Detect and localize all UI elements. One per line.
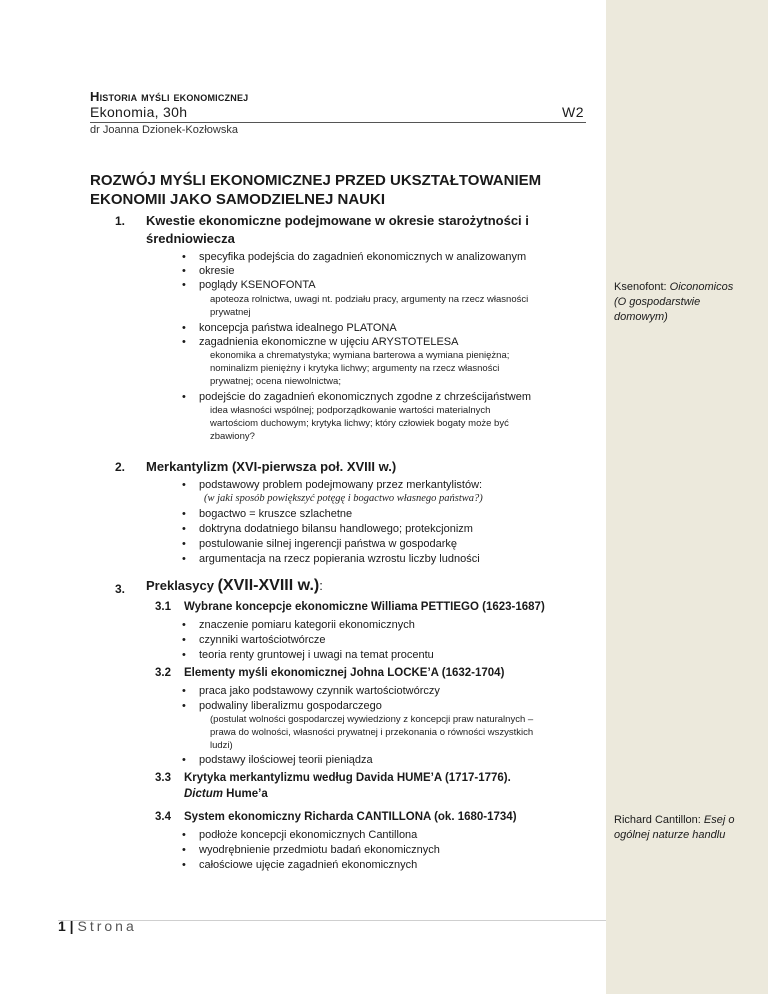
lecture-code: W2 xyxy=(562,104,584,120)
subsection-3-4-title xyxy=(155,810,517,825)
list-item: • podwaliny liberalizmu gospodarczego xyxy=(199,699,382,713)
section-3-title-period: (XVII-XVIII w.) xyxy=(217,577,320,594)
subsection-3-1-title xyxy=(155,600,545,615)
subsection-number: 3.4 xyxy=(155,811,171,823)
list-item-detail: zbawiony? xyxy=(210,431,255,442)
list-item: • koncepcja państwa idealnego PLATONA xyxy=(199,321,397,335)
list-item-detail: nominalizm pieniężny i krytyka lichwy; argumenty na rzecz własności xyxy=(210,363,500,374)
list-item: • teoria renty gruntowej i uwagi na temat procentu xyxy=(199,648,434,662)
list-item: • podejście do zagadnień ekonomicznych zgodne z chrześcijaństwem xyxy=(199,390,531,404)
list-item: • znaczenie pomiaru kategorii ekonomicznych xyxy=(199,618,415,632)
author-name: dr Joanna Dzionek-Kozłowska xyxy=(90,124,238,136)
list-item: • argumentacja na rzecz popierania wzrostu liczby ludności xyxy=(199,552,480,566)
list-item: • wyodrębnienie przedmiotu badań ekonomicznych xyxy=(199,843,440,857)
main-heading: ROZWÓJ MYŚLI EKONOMICZNEJ PRZED UKSZTAŁTOWANIEM EKONOMII JAKO SAMODZIELNEJ NAUKI xyxy=(90,172,542,208)
list-item-detail: (w jaki sposób powiększyć potęgę i bogactwo własnego państwa?) xyxy=(204,493,483,504)
side-note-work: (O gospodarstwie xyxy=(614,296,701,308)
section-2-title: Merkantylizm (XVI-pierwsza poł. XVIII w.) xyxy=(146,459,397,474)
subsection-label: Wybrane koncepcje ekonomiczne Williama PETTIEGO (1623-1687) xyxy=(184,601,545,613)
margin-sidebar xyxy=(606,0,768,994)
list-item-detail: apoteoza rolnictwa, uwagi nt. podziału pracy, argumenty na rzecz własności xyxy=(210,294,529,305)
subsection-3-3-title-line2 xyxy=(184,787,268,802)
subsection-number: 3.3 xyxy=(155,772,171,784)
subsection-label: Elementy myśli ekonomicznej Johna LOCKE’A (1632-1704) xyxy=(184,667,505,679)
list-item: • zagadnienia ekonomiczne w ujęciu ARYSTOTELESA xyxy=(199,335,458,349)
list-item-detail: idea własności wspólnej; podporządkowanie wartości materialnych xyxy=(210,405,491,416)
section-1-title-line2: średniowiecza xyxy=(146,231,235,246)
side-note-author: Richard Cantillon: xyxy=(614,814,704,826)
subsection-3-2-title xyxy=(155,666,504,681)
subsection-3-3-title xyxy=(155,771,511,786)
section-3-number: 3. xyxy=(115,582,126,596)
list-item-detail: (postulat wolności gospodarczej wywiedziony z koncepcji praw naturalnych – xyxy=(210,714,534,725)
list-item: • specyfika podejścia do zagadnień ekonomicznych w analizowanym xyxy=(199,250,526,264)
list-item-detail: ludzi) xyxy=(210,740,233,751)
subsection-number: 3.1 xyxy=(155,601,171,613)
course-name: Ekonomia, 30h xyxy=(90,104,188,120)
page-label: Strona xyxy=(77,918,137,934)
list-item: • podstawowy problem podejmowany przez merkantylistów: xyxy=(199,478,482,492)
header-divider xyxy=(90,122,586,123)
side-note-work: domowym) xyxy=(614,311,668,323)
list-item: • praca jako podstawowy czynnik wartościotwórczy xyxy=(199,684,440,698)
page-footer xyxy=(58,918,137,934)
latin-term: Dictum xyxy=(184,788,223,800)
section-3-title-label: Preklasycy xyxy=(146,578,218,593)
section-1-title-line1: Kwestie ekonomiczne podejmowane w okresie starożytności i xyxy=(146,213,529,228)
footer-separator: | xyxy=(65,918,78,934)
list-item: • doktryna dodatniego bilansu handlowego; protekcjonizm xyxy=(199,522,473,536)
list-item: • czynniki wartościotwórcze xyxy=(199,633,326,647)
document-title: Historia myśli ekonomicznej xyxy=(90,89,249,104)
subsection-label: System ekonomiczny Richarda CANTILLONA (ok. 1680-1734) xyxy=(184,811,517,823)
list-item: • bogactwo = kruszce szlachetne xyxy=(199,507,352,521)
list-item-detail: prywatnej; ocena niewolnictwa; xyxy=(210,376,341,387)
subsection-label-cont: Hume’a xyxy=(222,788,268,800)
section-3-title xyxy=(146,577,323,594)
list-item-detail: prawa do wolności, własności prywatnej i przekonania o równości wszystkich xyxy=(210,727,534,738)
side-note-work: ogólnej naturze handlu xyxy=(614,829,726,841)
list-item: • postulowanie silnej ingerencji państwa w gospodarkę xyxy=(199,537,457,551)
side-note-work: Esej o xyxy=(703,814,735,826)
subsection-number: 3.2 xyxy=(155,667,171,679)
side-note-cantillon xyxy=(614,813,764,843)
footer-divider xyxy=(58,920,606,921)
side-note-author: Ksenofont: xyxy=(614,281,670,293)
list-item-continuation: • okresie xyxy=(199,264,234,278)
list-item-detail: prywatnej xyxy=(210,307,251,318)
page-number: 1 xyxy=(58,918,66,934)
list-item-detail: wartościom duchowym; krytyka lichwy; który człowiek bogaty może być xyxy=(210,418,509,429)
list-item: • podłoże koncepcji ekonomicznych Cantillona xyxy=(199,828,417,842)
list-item: • podstawy ilościowej teorii pieniądza xyxy=(199,753,373,767)
subsection-label: Krytyka merkantylizmu według Davida HUME’A (1717-1776). xyxy=(184,772,511,784)
side-note-ksenofont xyxy=(614,280,764,325)
section-3-title-colon: : xyxy=(319,578,323,593)
list-item-detail: ekonomika a chrematystyka; wymiana barterowa a wymiana pieniężna; xyxy=(210,350,510,361)
list-item: • całościowe ujęcie zagadnień ekonomicznych xyxy=(199,858,417,872)
section-2-number: 2. xyxy=(115,460,126,474)
section-1-number: 1. xyxy=(115,214,126,228)
list-item: • poglądy KSENOFONTA xyxy=(199,278,316,292)
side-note-work: Oiconomicos xyxy=(669,281,734,293)
